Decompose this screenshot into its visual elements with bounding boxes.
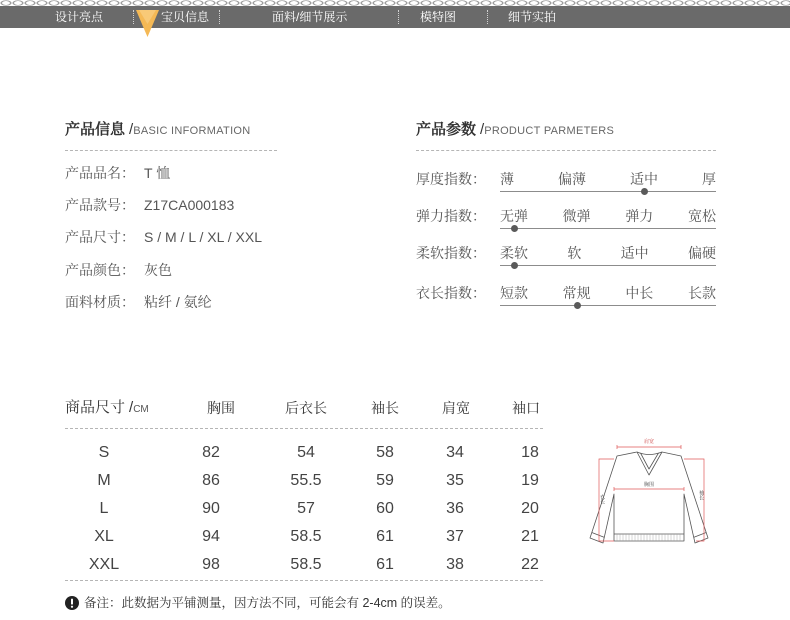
table-cell: 94	[202, 528, 220, 545]
table-cell: 55.5	[290, 472, 322, 489]
table-cell: 21	[521, 528, 539, 545]
tab-detail-photos[interactable]: 细节实拍	[508, 10, 557, 24]
table-cell: 20	[521, 500, 539, 517]
scale-indicator-dot	[641, 188, 648, 195]
table-cell: 98	[202, 556, 220, 573]
length-label: 衣长	[599, 494, 605, 504]
elasticity-scale	[500, 206, 716, 236]
title-separator: /	[480, 121, 485, 138]
size-table-header	[0, 398, 790, 418]
table-cell: 54	[297, 444, 315, 461]
tab-divider	[398, 10, 399, 24]
info-label: 面料材质：	[65, 294, 135, 310]
table-cell: 58.5	[290, 556, 322, 573]
table-cell: 38	[446, 556, 464, 573]
scale-option: 微弹	[562, 208, 591, 224]
table-cell: 34	[446, 444, 464, 461]
info-label: 产品品名：	[65, 165, 135, 181]
info-value: 灰色	[144, 262, 172, 278]
param-label: 柔软指数：	[416, 245, 486, 261]
divider	[65, 150, 277, 151]
param-row-softness	[416, 243, 716, 273]
info-value: 粘纤 / 氨纶	[144, 294, 212, 310]
table-cell: 18	[521, 444, 539, 461]
table-cell: 82	[202, 444, 220, 461]
title-separator: /	[129, 399, 134, 416]
table-cell: 90	[202, 500, 220, 517]
note-text: 备注：此数据为平铺测量，因方法不同，可能会有 2-4cm 的误差。	[84, 596, 451, 610]
param-label: 弹力指数：	[416, 208, 486, 224]
table-cell: 58	[376, 444, 394, 461]
column-header-shoulder-width: 肩宽	[442, 400, 470, 416]
params-title	[416, 120, 614, 141]
scale-option: 宽松	[687, 208, 716, 224]
param-row-elasticity	[416, 206, 716, 236]
scale-line	[500, 228, 716, 229]
param-label: 厚度指数：	[416, 171, 486, 187]
info-row-style-number	[65, 195, 234, 215]
size-cell: XXL	[88, 556, 120, 573]
table-cell: 59	[376, 472, 394, 489]
scale-option: 短款	[500, 285, 528, 301]
table-cell: 58.5	[290, 528, 322, 545]
column-header-chest: 胸围	[207, 400, 235, 416]
divider	[65, 428, 543, 429]
table-cell: 61	[376, 528, 394, 545]
info-row-color	[65, 260, 172, 280]
sweater-outline	[590, 452, 708, 543]
scale-option: 偏硬	[687, 245, 716, 261]
table-cell: 86	[202, 472, 220, 489]
scale-option: 无弹	[500, 208, 528, 224]
scale-option: 偏薄	[558, 171, 586, 187]
tab-divider	[219, 10, 220, 24]
scale-line	[500, 191, 716, 192]
info-value: Z17CA000183	[144, 197, 235, 213]
info-value: T 恤	[144, 165, 171, 181]
tab-fabric-details[interactable]: 面料/细节展示	[272, 10, 348, 24]
info-row-material	[65, 292, 212, 312]
basic-info-title	[65, 120, 251, 141]
size-cell: S	[98, 444, 110, 461]
divider	[65, 580, 543, 581]
table-cell: 60	[376, 500, 394, 517]
basic-info-title-en: BASIC INFORMATION	[133, 125, 251, 137]
scale-option: 柔软	[500, 245, 528, 261]
chest-label: 胸围	[643, 482, 655, 488]
size-cell: L	[99, 500, 109, 517]
scale-line	[500, 265, 716, 266]
info-label: 产品尺寸：	[65, 229, 135, 245]
info-value: S / M / L / XL / XXL	[144, 229, 263, 245]
length-scale	[500, 283, 716, 313]
param-row-thickness	[416, 169, 716, 199]
sleeve-length-label: 袖长	[698, 490, 704, 500]
scale-option: 适中	[620, 245, 649, 261]
measurement-note	[65, 595, 485, 611]
size-table-unit: CM	[133, 404, 149, 415]
scale-option: 薄	[500, 171, 514, 187]
table-cell: 61	[376, 556, 394, 573]
size-cell: XL	[94, 528, 114, 545]
table-cell: 37	[446, 528, 464, 545]
scale-indicator-dot	[574, 302, 581, 309]
basic-info-title-text: 产品信息	[65, 121, 126, 138]
scale-option: 软	[567, 245, 582, 261]
info-label: 产品颜色：	[65, 262, 135, 278]
scale-line	[500, 305, 716, 306]
param-label: 衣长指数：	[416, 285, 486, 301]
column-header-cuff: 袖口	[512, 400, 540, 416]
info-row-product-name	[65, 163, 170, 183]
tab-design-highlights[interactable]: 设计亮点	[55, 10, 104, 24]
shoulder-width-label: 肩宽	[643, 439, 655, 445]
tab-product-info[interactable]: 宝贝信息	[161, 10, 210, 24]
table-cell: 57	[297, 500, 315, 517]
params-title-en: PRODUCT PARMETERS	[484, 125, 615, 137]
measurement-diagram	[585, 432, 715, 552]
table-cell: 35	[446, 472, 464, 489]
scale-option: 中长	[625, 285, 654, 301]
scale-indicator-dot	[511, 262, 518, 269]
tab-bar	[0, 6, 790, 28]
info-row-sizes	[65, 227, 262, 247]
active-tab-indicator-icon	[136, 9, 159, 38]
table-row	[0, 555, 790, 575]
scale-option: 长款	[687, 285, 716, 301]
size-cell: M	[97, 472, 111, 489]
title-separator: /	[129, 121, 134, 138]
size-table-title-text: 商品尺寸	[65, 399, 126, 416]
scale-option: 弹力	[625, 208, 654, 224]
thickness-scale	[500, 169, 716, 199]
tab-divider	[133, 10, 134, 24]
scale-indicator-dot	[511, 225, 518, 232]
tab-model-photos[interactable]: 模特图	[420, 10, 457, 24]
table-cell: 36	[446, 500, 464, 517]
scale-option: 适中	[630, 171, 658, 187]
param-row-length	[416, 283, 716, 313]
column-header-back-length: 后衣长	[285, 400, 327, 416]
scale-option: 厚	[702, 171, 716, 187]
table-cell: 19	[521, 472, 539, 489]
column-header-sleeve-length: 袖长	[371, 400, 399, 416]
scale-option: 常规	[562, 285, 591, 301]
table-cell: 22	[521, 556, 539, 573]
divider	[416, 150, 716, 151]
info-label: 产品款号：	[65, 197, 135, 213]
softness-scale	[500, 243, 716, 273]
exclamation-circle-icon	[65, 596, 79, 610]
params-title-text: 产品参数	[416, 121, 477, 138]
tab-divider	[487, 10, 488, 24]
